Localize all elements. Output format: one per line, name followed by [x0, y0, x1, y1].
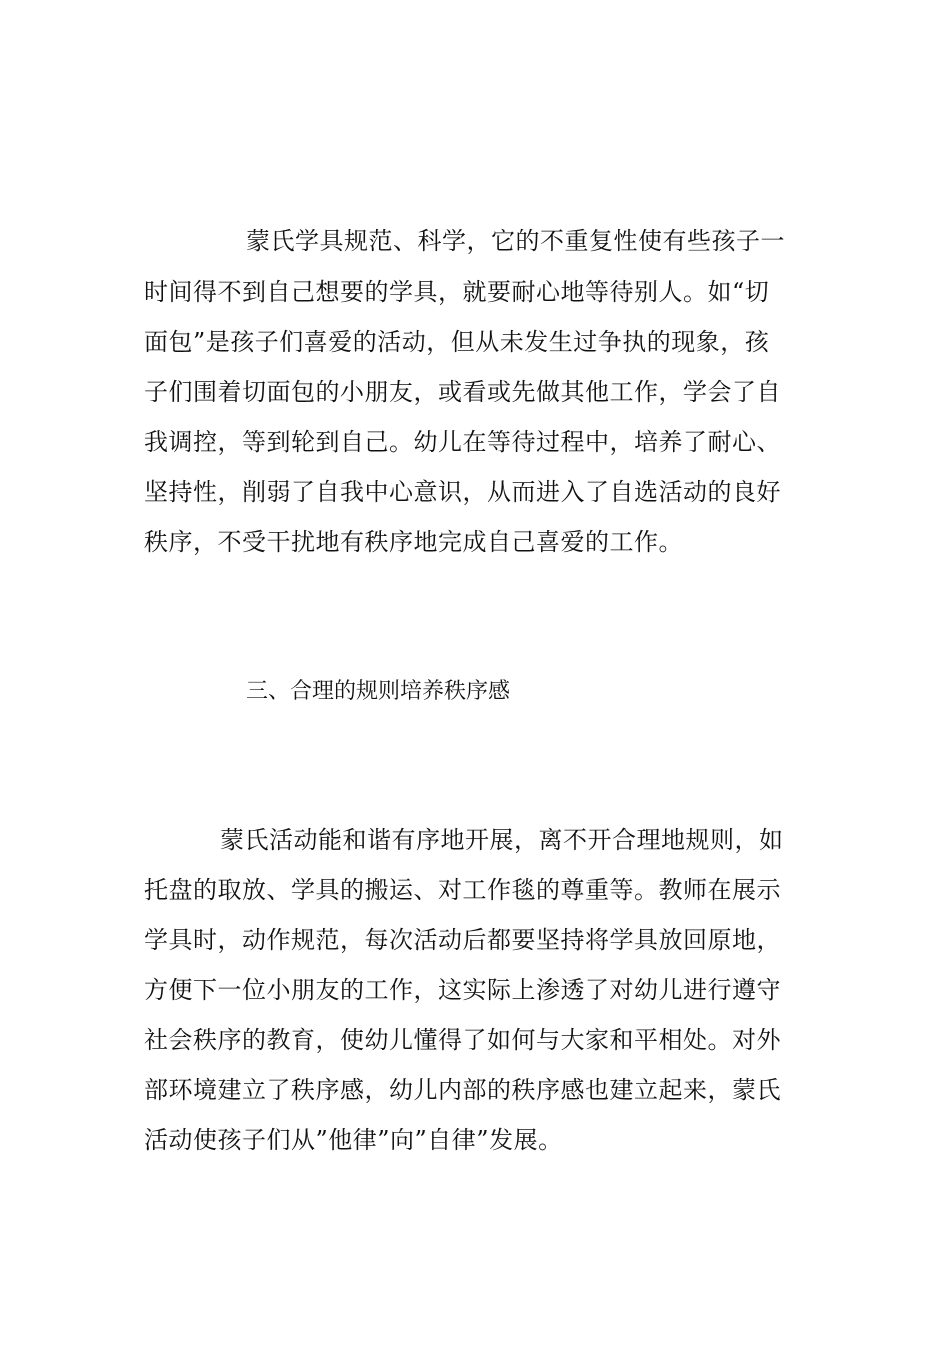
section-heading: 三、合理的规则培养秩序感 [246, 679, 511, 704]
paragraph-line: 蒙氏活动能和谐有序地开展，离不开合理地规则，如 [220, 826, 784, 854]
paragraph-line: 坚持性，削弱了自我中心意识，从而进入了自选活动的良好 [144, 478, 781, 506]
paragraph-line: 子们围着切面包的小朋友，或看或先做其他工作，学会了自 [144, 378, 781, 406]
paragraph-line: 秩序，不受干扰地有秩序地完成自己喜爱的工作。 [144, 528, 683, 556]
paragraph-line: 时间得不到自己想要的学具，就要耐心地等待别人。如“切 [144, 278, 770, 306]
paragraph-line: 蒙氏学具规范、科学，它的不重复性使有些孩子一 [246, 227, 785, 255]
paragraph-line: 我调控，等到轮到自己。幼儿在等待过程中，培养了耐心、 [144, 428, 781, 456]
paragraph-line: 学具时，动作规范，每次活动后都要坚持将学具放回原地， [144, 926, 781, 954]
paragraph-line: 活动使孩子们从”他律”向”自律”发展。 [144, 1126, 563, 1154]
paragraph-line: 社会秩序的教育，使幼儿懂得了如何与大家和平相处。对外 [144, 1026, 781, 1054]
paragraph-line: 面包”是孩子们喜爱的活动，但从未发生过争执的现象，孩 [144, 328, 770, 356]
paragraph-line: 部环境建立了秩序感，幼儿内部的秩序感也建立起来，蒙氏 [144, 1076, 781, 1104]
paragraph-line: 托盘的取放、学具的搬运、对工作毯的尊重等。教师在展示 [144, 876, 781, 904]
paragraph-line: 方便下一位小朋友的工作，这实际上渗透了对幼儿进行遵守 [144, 976, 781, 1004]
